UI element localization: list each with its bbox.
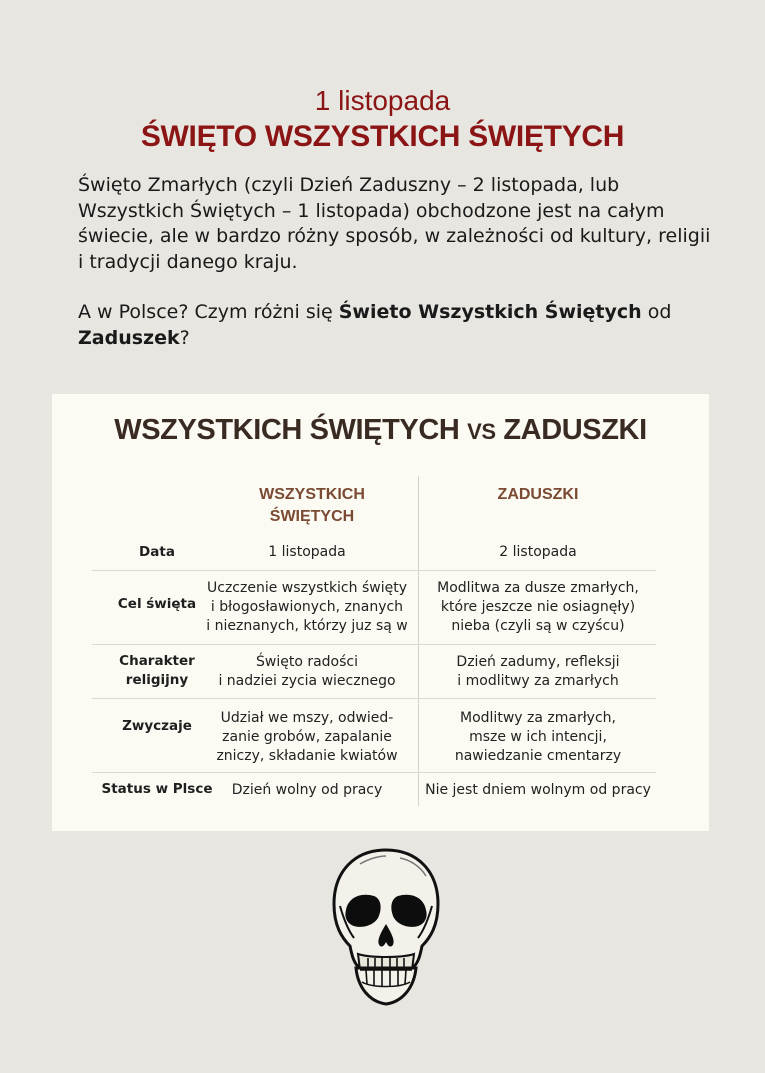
date-heading: 1 listopada: [314, 85, 451, 116]
cell-line: i nieznanych, którzy juz są w: [206, 618, 408, 634]
column-header-all-saints-line2: ŚWIĘTYCH: [269, 508, 355, 525]
question-text-end: ?: [179, 327, 190, 349]
column-divider: [418, 476, 419, 806]
intro-paragraph: Święto Zmarłych (czyli Dzień Zaduszny – 2 listopada, lub Wszystkich Świętych – 1 listopada) obchodzone jest na całym świecie, ale w bardzo różny sposób, w zależności od kultury, religii i tradycji danego kraju.: [78, 174, 711, 273]
question-bold-all-saints: Świeto Wszystkich Świętych: [338, 301, 642, 323]
row-label-status: Status w Plsce: [101, 781, 213, 797]
skull-icon: [330, 846, 442, 1011]
page-title: ŚWIĘTO WSZYSTKICH ŚWIĘTYCH: [140, 120, 625, 153]
cell-data-zaduszki: 2 listopada: [499, 544, 577, 560]
row-label-data: Data: [139, 544, 175, 560]
cell-line: Modlitwy za zmarłych,: [460, 710, 616, 726]
column-header-all-saints: [237, 484, 387, 528]
cell-line: Modlitwa za dusze zmarłych,: [437, 580, 639, 596]
row-label-character-line2: religijny: [125, 672, 189, 688]
cell-line: Udział we mszy, odwied-: [220, 710, 394, 726]
cell-character-zaduszki: [424, 653, 652, 691]
comparison-title-vs: VS: [467, 419, 496, 444]
cell-purpose-all-saints: [202, 579, 412, 636]
cell-line: i błogosławionych, znanych: [210, 599, 404, 615]
cell-line: Uczczenie wszystkich święty: [207, 580, 407, 596]
cell-status-zaduszki: Nie jest dniem wolnym od pracy: [425, 782, 651, 798]
comparison-title-left: WSZYSTKICH ŚWIĘTYCH: [114, 414, 460, 446]
cell-line: zniczy, składanie kwiatów: [216, 748, 398, 764]
comparison-title: [52, 414, 709, 447]
cell-line: nawiedzanie cmentarzy: [454, 748, 622, 764]
cell-line: Święto radości: [255, 654, 358, 670]
cell-customs-zaduszki: [424, 709, 652, 766]
cell-line: które jeszcze nie osiagnęły): [440, 599, 636, 615]
row-divider: [92, 644, 656, 645]
question-text-start: A w Polsce? Czym różni się: [78, 301, 339, 323]
column-header-all-saints-line1: WSZYSTKICH: [259, 486, 365, 503]
question-text-mid: od: [641, 301, 672, 323]
cell-character-all-saints: [202, 653, 412, 691]
cell-line: Dzień zadumy, refleksji: [456, 654, 620, 670]
row-divider: [92, 698, 656, 699]
column-header-zaduszki: ZADUSZKI: [497, 486, 579, 503]
row-label-customs: Zwyczaje: [122, 718, 192, 734]
comparison-card: [52, 394, 709, 831]
cell-line: nieba (czyli są w czyścu): [451, 618, 625, 634]
row-label-character-line1: Charakter: [119, 653, 195, 669]
cell-line: i modlitwy za zmarłych: [457, 673, 619, 689]
question-paragraph: [78, 299, 718, 351]
cell-status-all-saints: Dzień wolny od pracy: [231, 782, 383, 798]
row-label-purpose: Cel święta: [117, 596, 197, 612]
row-divider: [92, 570, 656, 571]
row-divider: [92, 772, 656, 773]
cell-line: msze w ich intencji,: [469, 729, 607, 745]
cell-line: zanie grobów, zapalanie: [222, 729, 392, 745]
cell-customs-all-saints: [202, 709, 412, 766]
comparison-title-right: ZADUSZKI: [503, 414, 647, 446]
cell-data-all-saints: 1 listopada: [268, 544, 346, 560]
question-bold-zaduszki: Zaduszek: [78, 327, 180, 349]
cell-line: i nadziei zycia wiecznego: [218, 673, 396, 689]
cell-purpose-zaduszki: [424, 579, 652, 636]
